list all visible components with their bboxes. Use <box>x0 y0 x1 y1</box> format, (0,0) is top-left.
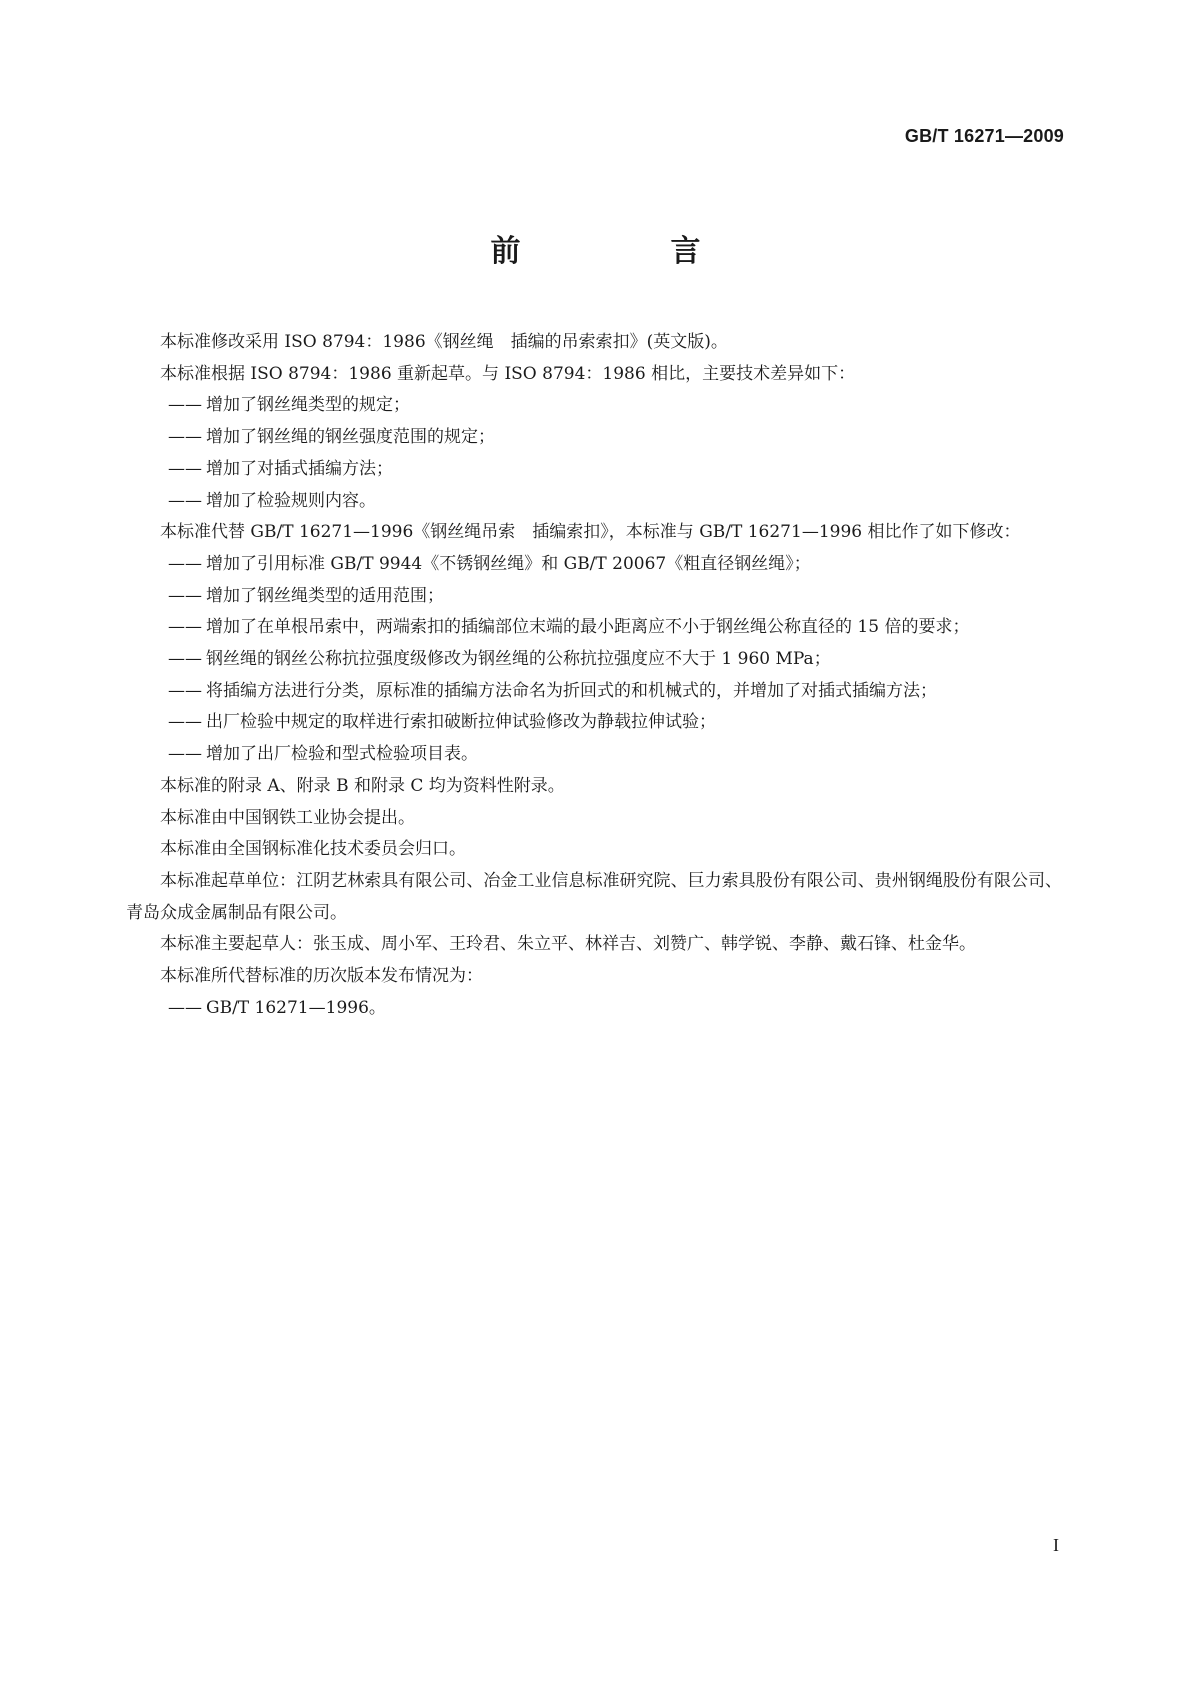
list-item-text: 增加了检验规则内容。 <box>206 490 376 511</box>
list-item <box>126 993 1062 1025</box>
list-item-text: 钢丝绳的钢丝公称抗拉强度级修改为钢丝绳的公称抗拉强度应不大于 1 960 MPa； <box>206 649 831 670</box>
dash-bullet: —— <box>168 680 202 701</box>
dash-bullet: —— <box>168 553 202 574</box>
list-item-text: 增加了钢丝绳类型的规定； <box>206 395 410 416</box>
dash-bullet: —— <box>168 712 202 733</box>
foreword-body <box>126 327 1062 1024</box>
list-item <box>126 486 1062 518</box>
list-item-text: 增加了对插式插编方法； <box>206 458 393 479</box>
list-item-text: 增加了出厂检验和型式检验项目表。 <box>206 744 478 765</box>
paragraph-previous-editions: 本标准所代替标准的历次版本发布情况为： <box>160 966 483 987</box>
list-modifications <box>126 549 1062 771</box>
paragraph-technical-differences: 本标准根据 ISO 8794：1986 重新起草。与 ISO 8794：1986 相比，主要技术差异如下： <box>160 363 856 384</box>
list-item <box>126 612 1062 644</box>
list-item-text: GB/T 16271—1996。 <box>206 997 386 1018</box>
list-item-text: 增加了钢丝绳的钢丝强度范围的规定； <box>206 427 495 448</box>
list-item <box>126 390 1062 422</box>
list-item <box>126 549 1062 581</box>
dash-bullet: —— <box>168 617 202 638</box>
dash-bullet: —— <box>168 458 202 479</box>
paragraph-drafting-units: 本标准起草单位：江阴艺林索具有限公司、冶金工业信息标准研究院、巨力索具股份有限公司、贵州钢绳股份有限公司、青岛众成金属制品有限公司。 <box>126 870 1062 923</box>
list-item-text: 增加了在单根吊索中，两端索扣的插编部位末端的最小距离应不小于钢丝绳公称直径的 15 倍的要求； <box>206 617 970 638</box>
dash-bullet: —— <box>168 585 202 606</box>
dash-bullet: —— <box>168 997 202 1018</box>
dash-bullet: —— <box>168 395 202 416</box>
list-item-text: 出厂检验中规定的取样进行索扣破断拉伸试验修改为静载拉伸试验； <box>206 712 716 733</box>
list-item <box>126 707 1062 739</box>
standard-code: GB/T 16271—2009 <box>904 126 1064 146</box>
list-item <box>126 422 1062 454</box>
list-item <box>126 644 1062 676</box>
list-item <box>126 581 1062 613</box>
list-item <box>126 739 1062 771</box>
list-previous-editions <box>126 993 1062 1025</box>
paragraph-annexes: 本标准的附录 A、附录 B 和附录 C 均为资料性附录。 <box>160 775 565 796</box>
paragraph-replaces: 本标准代替 GB/T 16271—1996《钢丝绳吊索 插编索扣》，本标准与 GB/T 16271—1996 相比作了如下修改： <box>160 522 1021 543</box>
dash-bullet: —— <box>168 490 202 511</box>
paragraph-proposed-by: 本标准由中国钢铁工业协会提出。 <box>160 807 415 828</box>
dash-bullet: —— <box>168 649 202 670</box>
list-item-text: 增加了引用标准 GB/T 9944《不锈钢丝绳》和 GB/T 20067《粗直径钢丝绳》； <box>206 553 811 574</box>
list-item-text: 增加了钢丝绳类型的适用范围； <box>206 585 444 606</box>
paragraph-drafters: 本标准主要起草人：张玉成、周小军、王玲君、朱立平、林祥吉、刘赞广、韩学锐、李静、戴石锋、杜金华。 <box>160 934 976 955</box>
page-number: I <box>1053 1535 1059 1555</box>
list-technical-differences <box>126 390 1062 517</box>
dash-bullet: —— <box>168 744 202 765</box>
paragraph-under-jurisdiction: 本标准由全国钢标准化技术委员会归口。 <box>160 839 466 860</box>
list-item-text: 将插编方法进行分类，原标准的插编方法命名为折回式的和机械式的，并增加了对插式插编方法； <box>206 680 937 701</box>
list-item <box>126 676 1062 708</box>
paragraph-adoption: 本标准修改采用 ISO 8794：1986《钢丝绳 插编的吊索索扣》(英文版)。 <box>160 332 728 352</box>
page-title: 前 言 <box>490 234 761 269</box>
list-item <box>126 454 1062 486</box>
dash-bullet: —— <box>168 427 202 448</box>
